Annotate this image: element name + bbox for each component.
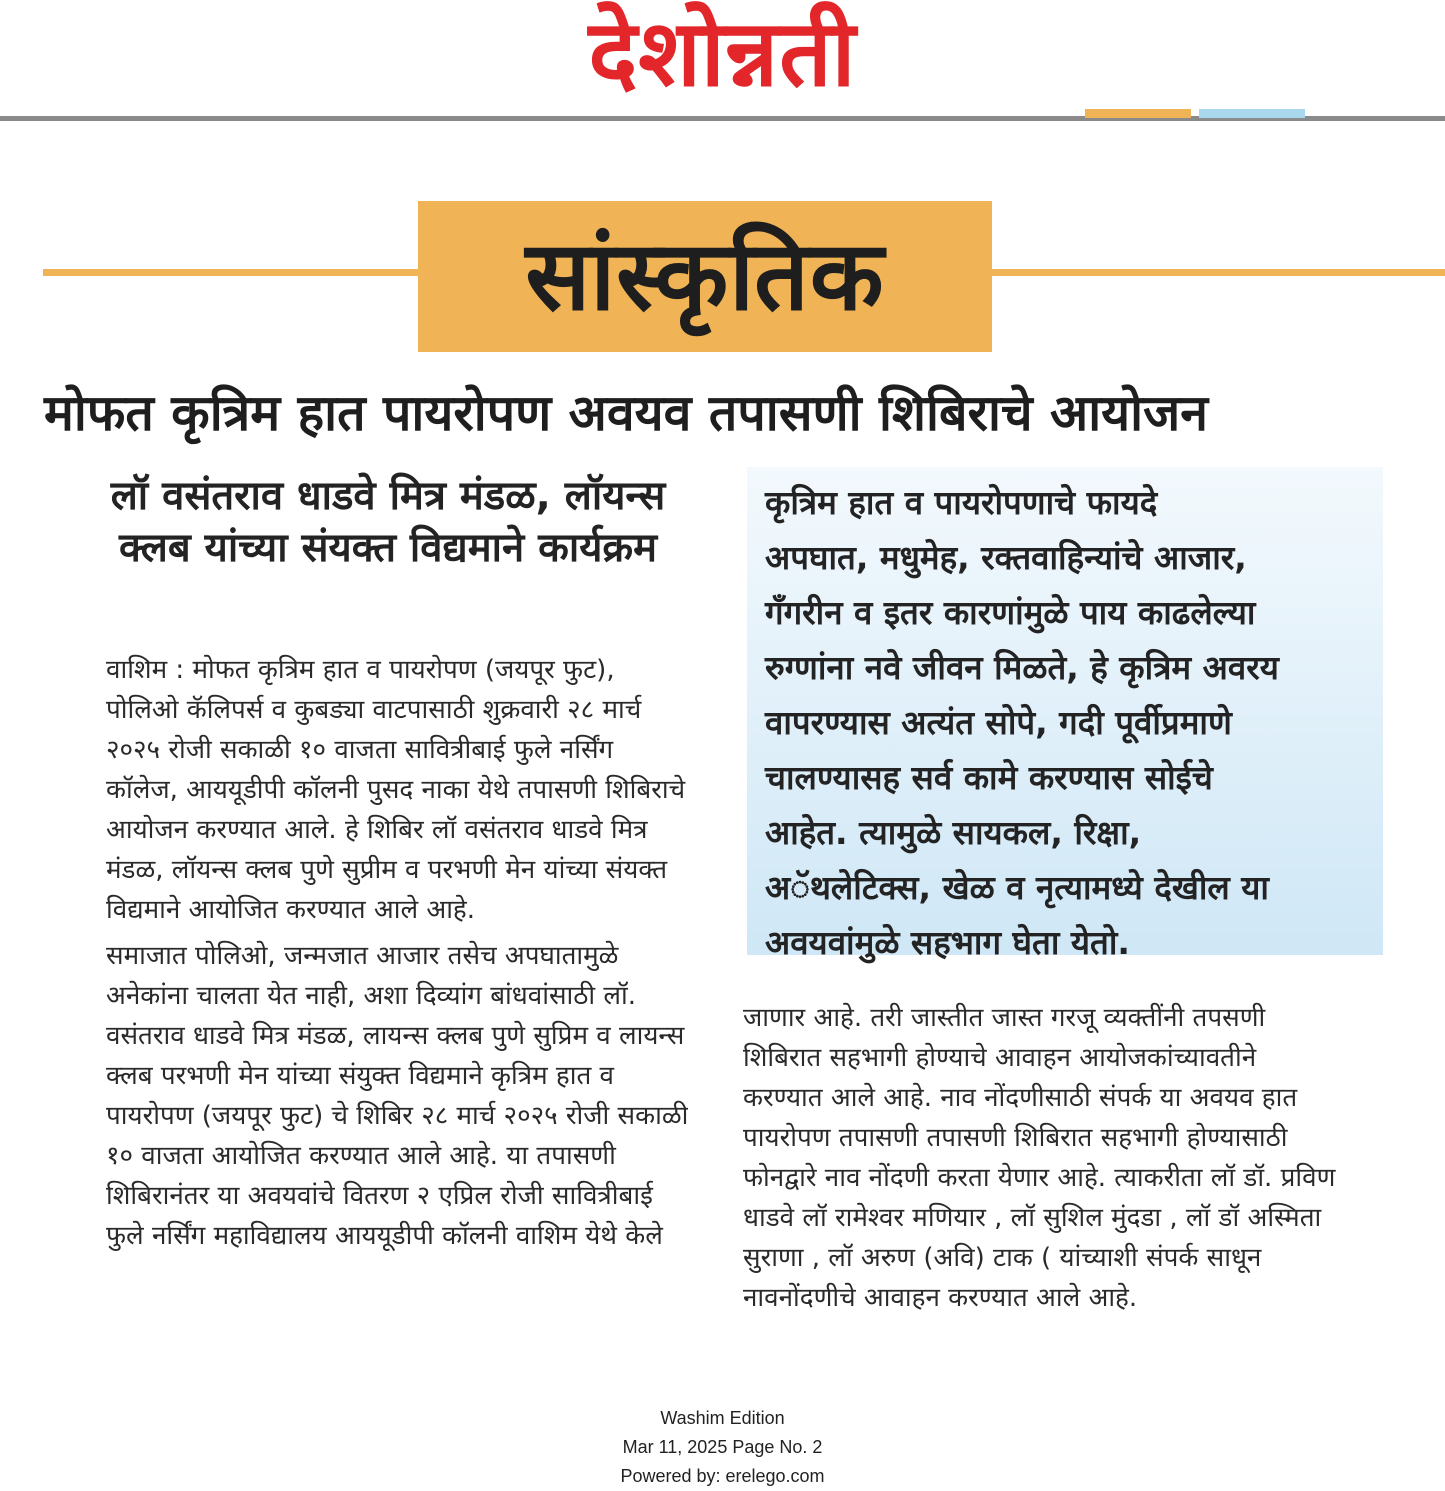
page-footer [0, 1404, 1445, 1491]
subhead-line: लॉ वसंतराव धाडवे मित्र मंडळ, लॉयन्स [110, 473, 666, 519]
masthead-accent-orange [1085, 109, 1191, 118]
body-line: विद्यमाने आयोजित करण्यात आले आहे. [106, 895, 476, 925]
subhead-line: क्लब यांच्या संयक्त विद्यमाने कार्यक्रम [118, 525, 658, 571]
body-line: आयोजन करण्यात आले. हे शिबिर लॉ वसंतराव धाडवे मित्र [106, 815, 648, 845]
body-line: अनेकांना चालता येत नाही, अशा दिव्यांग बांधवांसाठी लॉ. [106, 981, 637, 1011]
paragraph-2 [48, 936, 688, 1256]
sidebar-line: अॅथलेटिक्स, खेळ व नृत्यामध्ये देखील या [765, 868, 1269, 907]
body-line: फुले नर्सिंग महाविद्यालय आययूडीपी कॉलनी वाशिम येथे केले [106, 1221, 663, 1251]
body-line: मंडळ, लॉयन्स क्लब पुणे सुप्रीम व परभणी मेन यांच्या संयक्त [106, 855, 668, 885]
article-body-right [743, 998, 1383, 1318]
masthead-accent-blue [1199, 109, 1305, 118]
body-line: पायरोपण तपासणी तपासणी शिबिरात सहभागी होण्यासाठी [743, 1123, 1288, 1153]
edition-label: Washim Edition [660, 1408, 785, 1428]
body-line: जाणार आहे. तरी जास्तीत जास्त गरजू व्यक्तींनी तपसणी [743, 1003, 1266, 1033]
sidebar-line: अपघात, मधुमेह, रक्तवाहिन्यांचे आजार, [765, 538, 1247, 577]
sidebar-line: गँगरीन व इतर कारणांमुळे पाय काढलेल्या [765, 593, 1256, 632]
sidebar-line: आहेत. त्यामुळे सायकल, रिक्षा, [765, 813, 1142, 852]
section-title: सांस्कृतिक [525, 220, 885, 332]
body-line: वसंतराव धाडवे मित्र मंडळ, लायन्स क्लब पुणे सुप्रिम व लायन्स [106, 1021, 685, 1051]
body-line: पायरोपण (जयपूर फुट) चे शिबिर २८ मार्च २०२५ रोजी सकाळी [106, 1101, 688, 1131]
article-body-left [48, 650, 688, 1256]
body-line: नावनोंदणीचे आवाहन करण्यात आले आहे. [743, 1283, 1138, 1313]
section-rule-right [990, 269, 1445, 276]
sidebar-line: चालण्यासह सर्व कामे करण्यास सोईचे [765, 758, 1213, 797]
sidebar-heading: कृत्रिम हात व पायरोपणाचे फायदे [765, 483, 1158, 522]
body-line: समाजात पोलिओ, जन्मजात आजार तसेच अपघातामुळे [106, 941, 619, 971]
paragraph-1 [48, 650, 688, 930]
body-line: फोनद्वारे नाव नोंदणी करता येणार आहे. त्याकरीता लॉ डॉ. प्रविण [743, 1163, 1336, 1193]
body-line: क्लब परभणी मेन यांच्या संयुक्त विद्यमाने कृत्रिम हात व [106, 1061, 614, 1091]
sidebar-line: वापरण्यास अत्यंत सोपे, गदी पूर्वीप्रमाणे [765, 703, 1232, 742]
body-line: कॉलेज, आययूडीपी कॉलनी पुसद नाका येथे तपासणी शिबिराचे [106, 775, 686, 805]
date-page-label: Mar 11, 2025 Page No. 2 [622, 1437, 823, 1457]
body-line: वाशिम : मोफत कृत्रिम हात व पायरोपण (जयपूर फुट), [106, 655, 615, 685]
body-line: सुराणा , लॉ अरुण (अवि) टाक ( यांच्याशी संपर्क साधून [743, 1243, 1262, 1273]
newspaper-logo: देशोन्नती [588, 0, 857, 107]
body-line: शिबिरानंतर या अवयवांचे वितरण २ एप्रिल रोजी सावित्रीबाई [106, 1181, 653, 1211]
body-line: करण्यात आले आहे. नाव नोंदणीसाठी संपर्क या अवयव हात [743, 1083, 1298, 1113]
powered-by-label: Powered by: erelego.com [620, 1466, 825, 1486]
article-headline: मोफत कृत्रिम हात पायरोपण अवयव तपासणी शिबिराचे आयोजन [44, 384, 1208, 442]
body-line: पोलिओ कॅलिपर्स व कुबड्या वाटपासाठी शुक्रवारी २८ मार्च [106, 695, 642, 725]
sidebar-line: अवयवांमुळे सहभाग घेता येतो. [765, 923, 1130, 962]
masthead [0, 0, 1445, 108]
section-rule-left [43, 269, 420, 276]
sidebar-line: रुग्णांना नवे जीवन मिळते, हे कृत्रिम अवरय [765, 648, 1279, 687]
benefits-sidebar [747, 467, 1383, 962]
body-line: २०२५ रोजी सकाळी १० वाजता सावित्रीबाई फुले नर्सिंग [106, 735, 614, 765]
body-line: शिबिरात सहभागी होण्याचे आवाहन आयोजकांच्यावतीने [743, 1043, 1257, 1073]
body-line: १० वाजता आयोजित करण्यात आले आहे. या तपासणी [106, 1141, 616, 1171]
section-banner [418, 201, 992, 352]
article-subhead [48, 470, 728, 574]
body-line: धाडवे लॉ रामेश्वर मणियार , लॉ सुशिल मुंदडा , लॉ डॉ अस्मिता [743, 1203, 1322, 1233]
